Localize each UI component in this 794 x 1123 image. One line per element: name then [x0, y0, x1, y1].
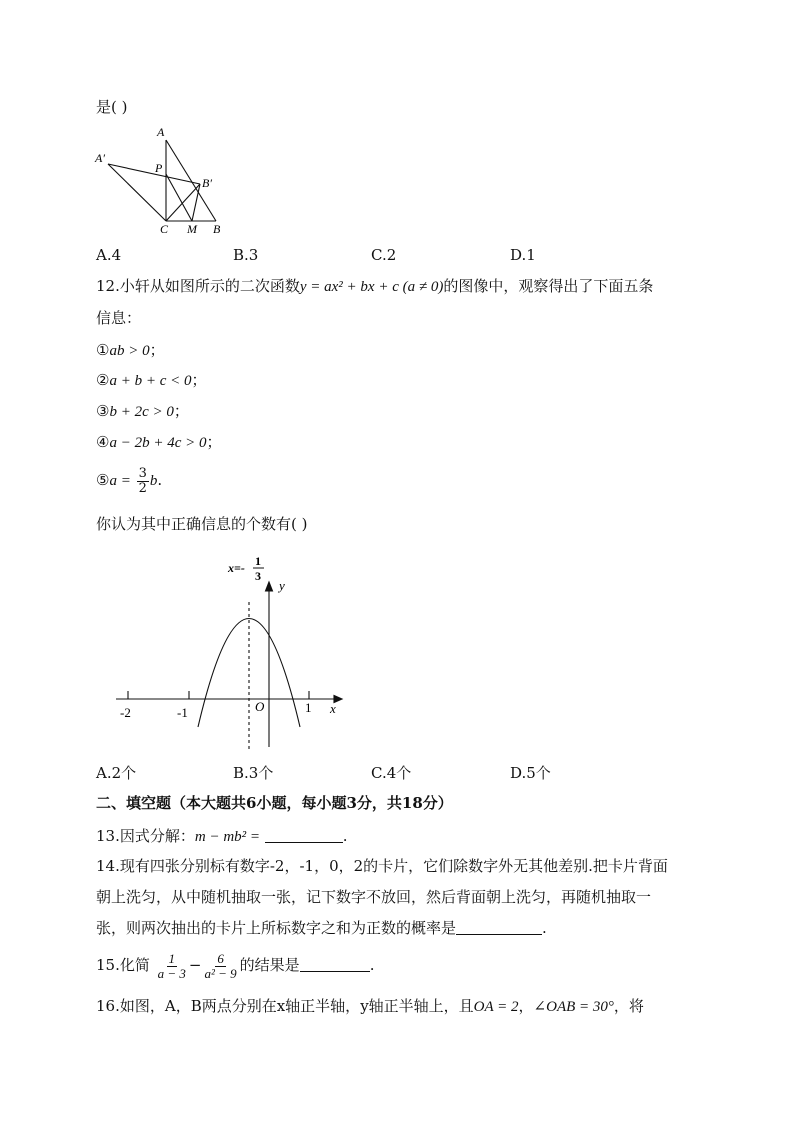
q12-option-a: A.2个	[96, 764, 137, 782]
section-2-heading: 二、填空题（本大题共6小题，每小题3分，共18分）	[96, 794, 453, 812]
label-p: P	[155, 161, 163, 175]
tick-label-neg2: -2	[120, 705, 131, 720]
q11-option-d: D.1	[510, 246, 536, 264]
q16-text-1: A，B两点分别在	[164, 997, 277, 1015]
item-end: ；	[173, 402, 189, 420]
fraction-denominator: 2	[138, 480, 147, 496]
label-a-prime: A′	[95, 151, 105, 165]
item-mark: ①	[96, 341, 110, 359]
q15-prefix: 15.化简	[96, 956, 150, 974]
q16-sep: ，	[518, 997, 534, 1015]
q14-line-3-text: 张，则两次抽出的卡片上所标数字之和为正数的概率是	[96, 919, 457, 937]
q15-suffix: 的结果是	[239, 956, 300, 974]
q11-stem-tail: 是( )	[96, 98, 128, 116]
item-mark: ②	[96, 371, 110, 389]
q14-line-1: 14.现有四张分别标有数字-2，-1，0，2的卡片，它们除数字外无其他差别.把卡片背面	[96, 857, 668, 875]
q14-line-2: 朝上洗匀，从中随机抽取一张，记下数字不放回，然后背面朝上洗匀，再随机抽取一	[96, 888, 652, 906]
item5-rhs: b	[149, 473, 158, 489]
segment-a-prime-b-prime	[108, 164, 200, 184]
q15-end: .	[369, 956, 375, 974]
fraction-numerator: 1	[168, 950, 176, 966]
q16-prefix: 16.如图，	[96, 997, 165, 1015]
q13-end: .	[342, 827, 348, 845]
q12-stem-suffix: 的图像中，观察得出了下面五条	[443, 277, 654, 295]
axis-eq-num: 1	[255, 554, 261, 568]
label-b-prime: B′	[202, 176, 212, 190]
item-end: ；	[149, 341, 165, 359]
q16-suffix: ，将	[613, 997, 644, 1015]
q12-option-c: C.4个	[371, 764, 412, 782]
item5-fraction	[137, 467, 149, 496]
label-a: A	[157, 125, 165, 139]
q11-option-b: B.3	[233, 246, 259, 264]
q15-minus: −	[188, 956, 202, 974]
fraction-denominator: a² − 9	[204, 965, 237, 981]
x-label: x	[330, 701, 336, 716]
q15	[96, 948, 374, 982]
q12-parabola-graph	[110, 552, 350, 757]
item-mark: ③	[96, 402, 110, 420]
item-expr: a + b + c < 0	[109, 373, 192, 389]
q13	[96, 826, 348, 847]
q13-answer-blank[interactable]	[265, 826, 343, 843]
label-c: C	[160, 222, 169, 236]
q14-end: .	[542, 919, 547, 937]
item-expr: b + 2c > 0	[109, 404, 174, 420]
item-end: .	[157, 471, 163, 489]
item-end: ；	[206, 433, 222, 451]
q12-item-5	[96, 464, 162, 497]
tick-label-neg1: -1	[177, 705, 188, 720]
axis-eq-den: 3	[255, 569, 261, 583]
q11-option-c: C.2	[371, 246, 397, 264]
q14-line-3	[96, 918, 547, 938]
q13-prefix: 13.因式分解：	[96, 827, 195, 845]
item-expr: a − 2b + 4c > 0	[109, 435, 207, 451]
q12-option-d: D.5个	[510, 764, 551, 782]
q13-expr: m − mb² =	[194, 829, 261, 845]
fraction-numerator: 3	[138, 465, 147, 481]
q12-stem	[96, 276, 653, 297]
q15-fraction-1	[156, 952, 188, 981]
q12-stem-prefix: 12.小轩从如图所示的二次函数	[96, 277, 300, 295]
q12-stem-formula: y = ax² + bx + c (a ≠ 0)	[299, 279, 444, 295]
item-expr: ab > 0	[109, 343, 150, 359]
item-mark: ④	[96, 433, 110, 451]
label-b: B	[213, 222, 221, 236]
q15-answer-blank[interactable]	[300, 955, 370, 972]
q16-text-2: x轴正半轴，	[276, 997, 361, 1015]
q14-answer-blank[interactable]	[456, 918, 542, 935]
q12-item-1	[96, 340, 165, 361]
origin-label: O	[255, 699, 265, 714]
q16-cond-1: OA = 2	[473, 999, 519, 1015]
q16	[96, 996, 644, 1017]
q15-fraction-2	[203, 952, 239, 981]
q12-question: 你认为其中正确信息的个数有( )	[96, 515, 308, 533]
item5-lhs: a =	[109, 473, 131, 489]
y-axis-arrow	[266, 582, 273, 591]
q12-option-b: B.3个	[233, 764, 274, 782]
q11-geometry-figure	[92, 124, 232, 236]
q12-item-4	[96, 432, 222, 453]
q16-cond-2: ∠OAB = 30°	[533, 999, 614, 1015]
q16-text-3: y轴正半轴上，且	[360, 997, 474, 1015]
label-m: M	[187, 222, 197, 236]
q12-stem-line2: 信息：	[96, 309, 142, 327]
item-end: ；	[191, 371, 207, 389]
tick-label-1: 1	[305, 700, 312, 715]
fraction-numerator: 6	[217, 950, 224, 966]
item-mark: ⑤	[96, 471, 110, 489]
q12-item-3	[96, 401, 189, 422]
fraction-denominator: a − 3	[157, 965, 186, 981]
axis-eq-label: x=-	[228, 561, 245, 575]
q12-item-2	[96, 370, 207, 391]
segment-c-b-prime	[166, 184, 200, 221]
q11-option-a: A.4	[96, 246, 122, 264]
y-label: y	[279, 578, 285, 593]
